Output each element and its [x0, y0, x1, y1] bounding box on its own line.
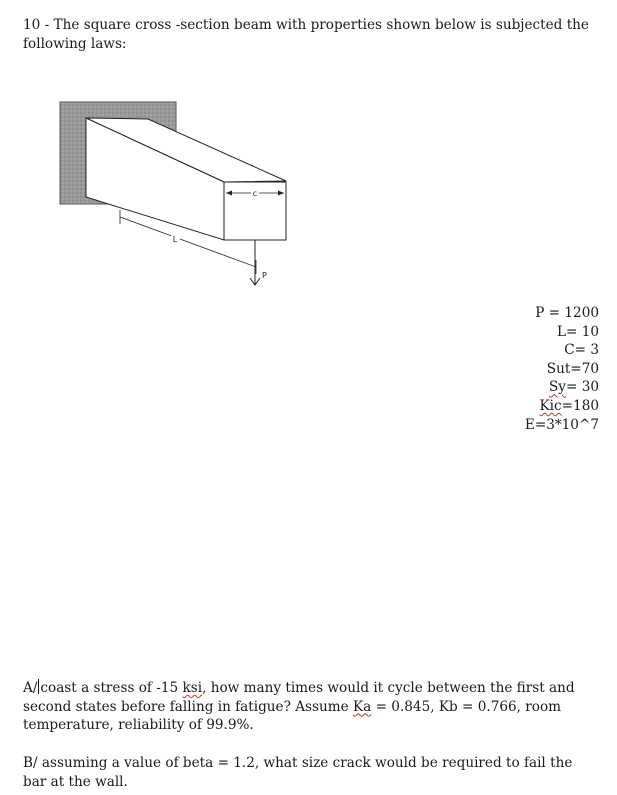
cantilever-beam-diagram — [56, 92, 306, 312]
part-a-prefix: A/ — [23, 680, 38, 696]
property-sy-value: = 30 — [565, 379, 599, 396]
properties-list — [525, 304, 599, 434]
part-a-text — [23, 679, 598, 735]
property-c: C= 3 — [564, 342, 599, 359]
part-b-text: B/ assuming a value of beta = 1.2, what size crack would be required to fail the bar at the wall. — [23, 755, 573, 790]
load-p-label: P — [262, 271, 267, 280]
beam-figure — [56, 92, 306, 312]
property-kic-name: Kic — [539, 397, 562, 414]
question-header: 10 - The square cross -section beam with properties shown below is subjected the following laws: — [23, 17, 589, 52]
property-sy-name: Sy — [548, 379, 566, 396]
property-e: E=3*10^7 — [524, 416, 599, 433]
part-a-text-2: , how many times would it cycle between the first and second states before falling in fatigue? Assume — [23, 680, 575, 715]
part-a-ksi: ksi — [182, 680, 203, 696]
property-kic-value: =180 — [561, 397, 599, 414]
property-l: L= 10 — [556, 323, 599, 340]
dimension-l-label: L — [172, 235, 178, 244]
part-a-text-3: = 0.845, Kb = 0.766, room temperature, reliability of 99.9%. — [23, 698, 562, 734]
part-a-ka: Ka — [353, 698, 372, 715]
part-a-text-1: coast a stress of -15 — [40, 680, 183, 696]
property-kic — [525, 397, 599, 416]
property-sut: Sut=70 — [546, 360, 599, 377]
property-sy — [525, 378, 599, 397]
property-p: P = 1200 — [535, 305, 599, 321]
dimension-c-label: c — [252, 189, 258, 198]
